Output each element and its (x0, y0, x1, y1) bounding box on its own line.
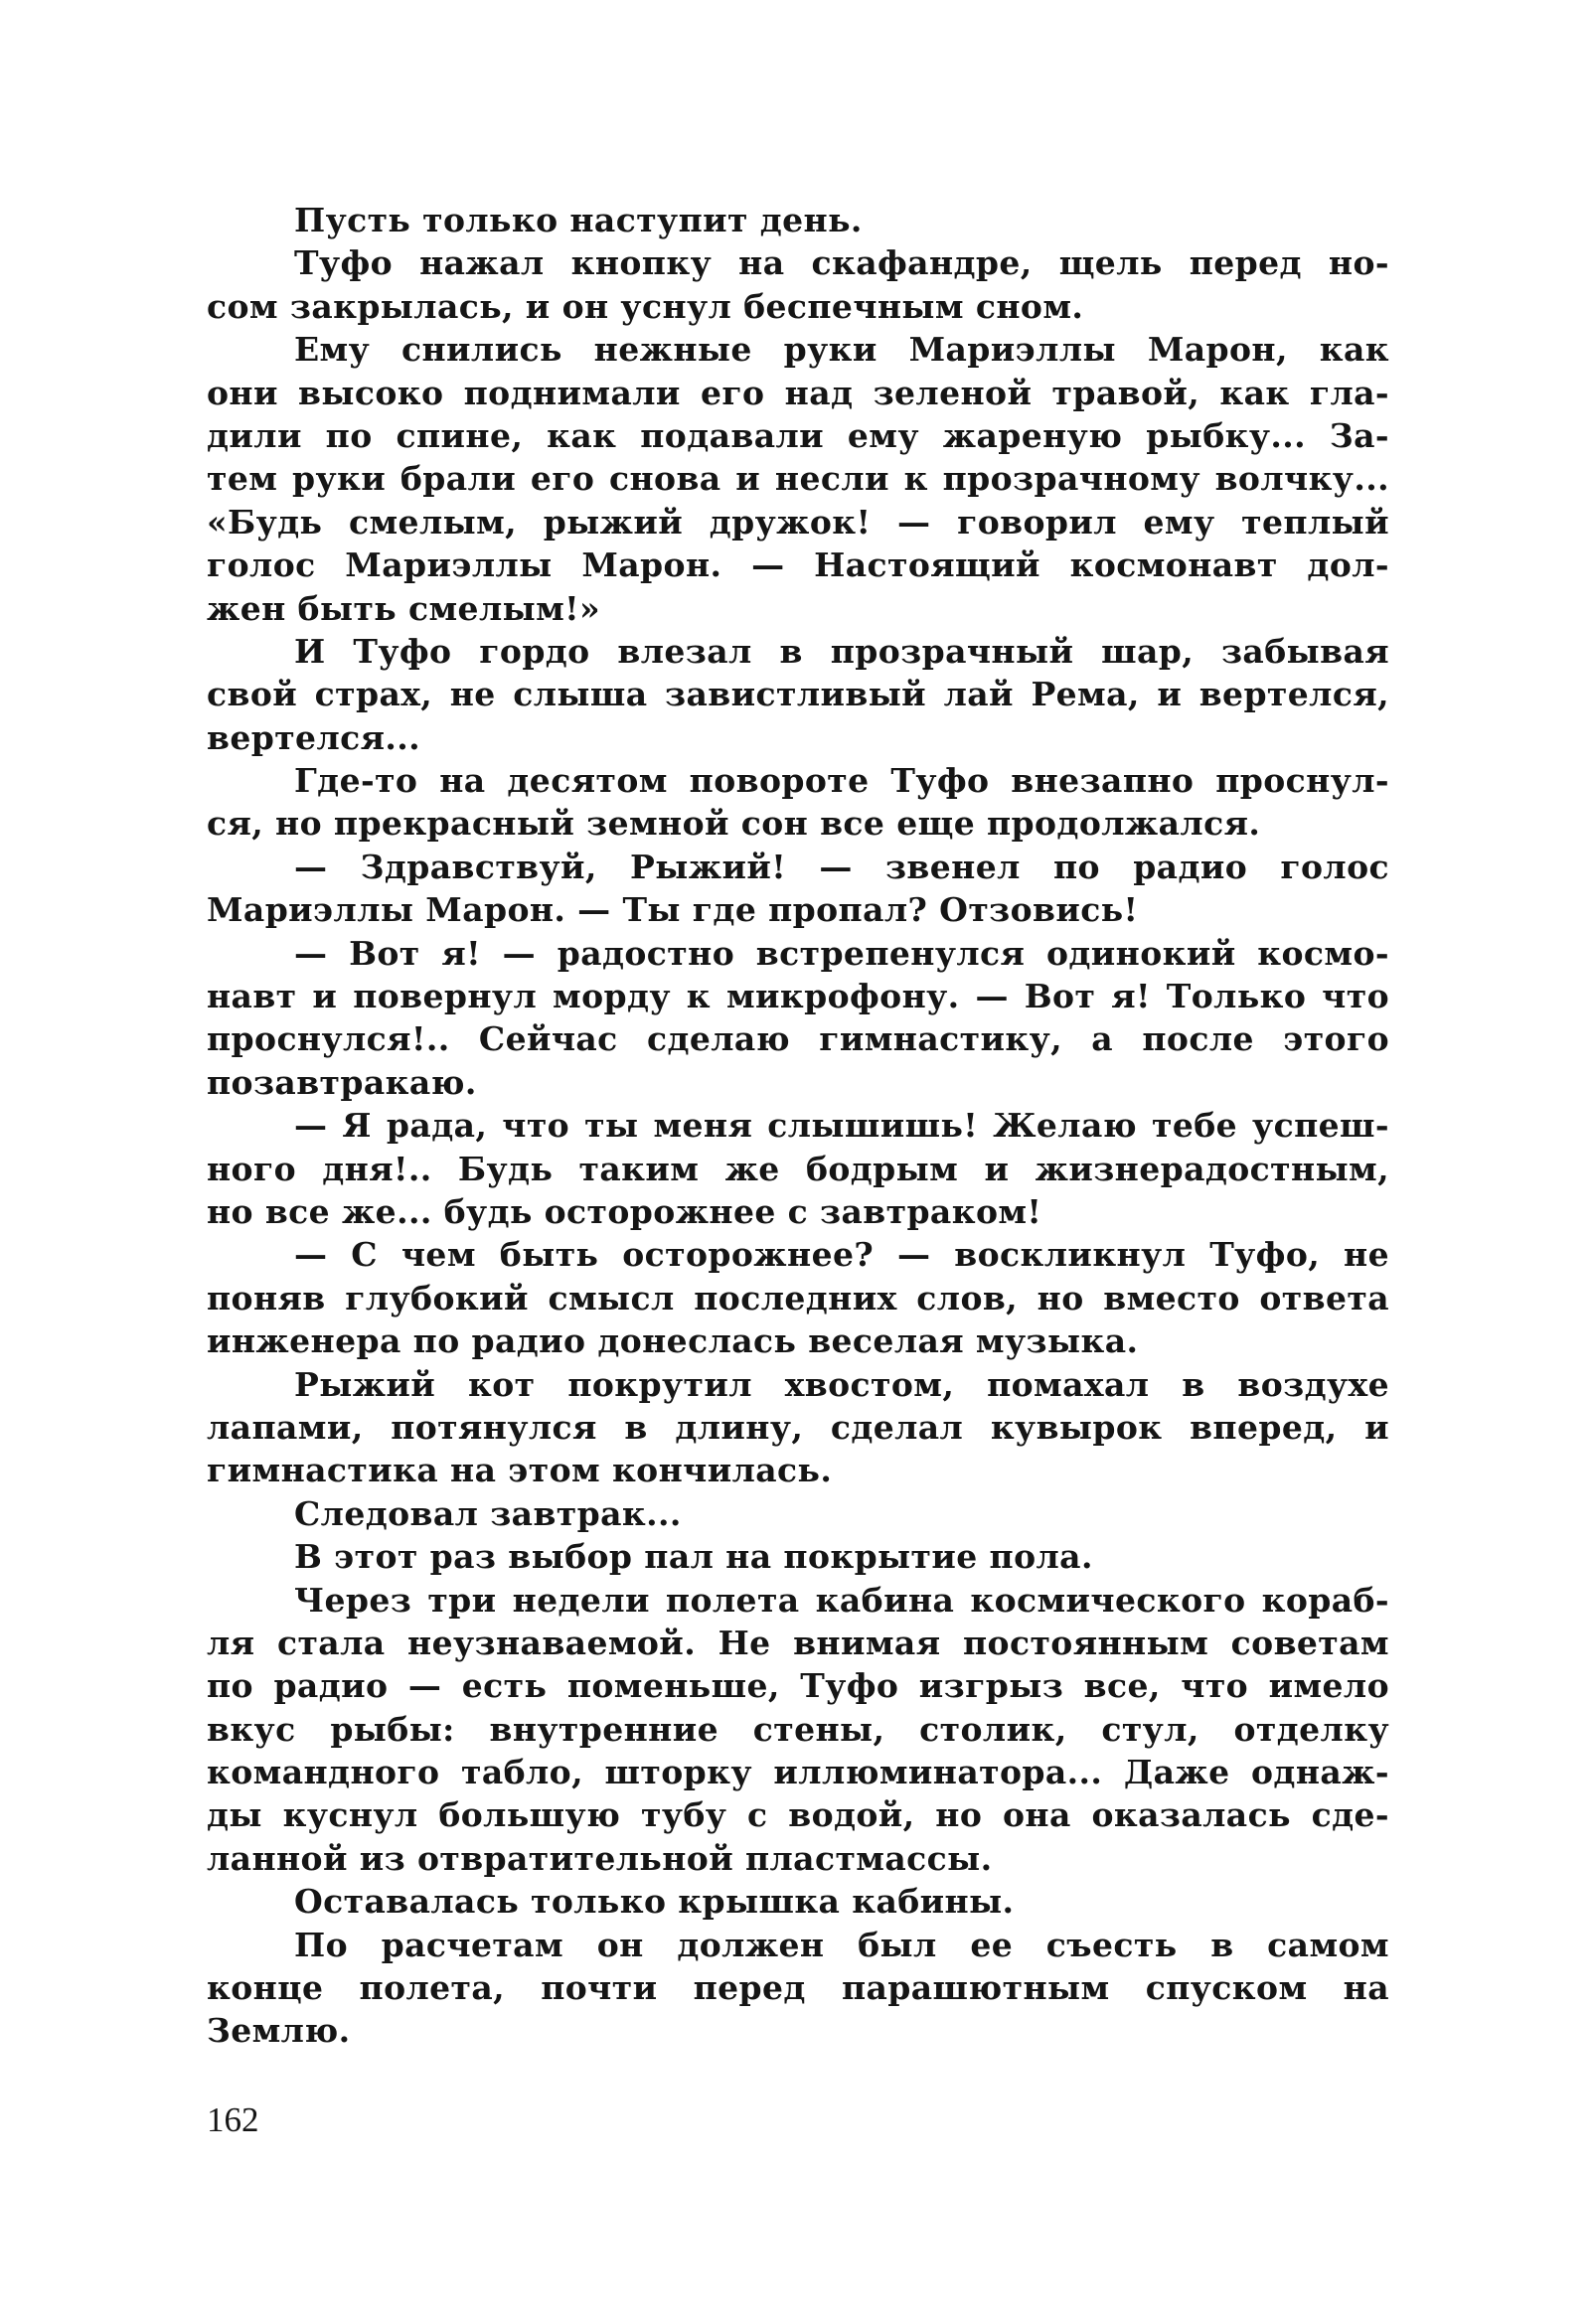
text-line: командного табло, шторку иллюминатора... Даже однаж- (207, 1753, 1389, 1792)
text-line: свой страх, не слыша завистливый лай Рема, и вертелся, (207, 675, 1389, 714)
text-line: ся, но прекрасный земной сон все еще продолжался. (207, 804, 1261, 844)
text-line: инженера по радио донеслась веселая музыка. (207, 1321, 1139, 1361)
text-line: Пусть только наступит день. (294, 201, 863, 239)
text-line: ды куснул большую тубу с водой, но она оказалась сде- (207, 1795, 1389, 1835)
text-line: — Вот я! — радостно встрепенулся одинокий космо- (294, 933, 1389, 973)
text-line: голос Мариэллы Марон. — Настоящий космонавт дол- (207, 545, 1389, 585)
text-line: В этот раз выбор пал на покрытие пола. (294, 1537, 1093, 1577)
text-line: — Я рада, что ты меня слышишь! Желаю тебе успеш- (294, 1106, 1389, 1146)
text-line: Следовал завтрак... (294, 1493, 682, 1533)
text-line: Ему снились нежные руки Мариэллы Марон, как (294, 330, 1389, 370)
text-line: Рыжий кот покрутил хвостом, помахал в воздухе (294, 1364, 1389, 1404)
text-line: проснулся!.. Сейчас сделаю гимнастику, а после этого (207, 1019, 1389, 1059)
body-text (207, 199, 1389, 2053)
text-line: ля стала неузнаваемой. Не внимая постоянным советам (207, 1623, 1389, 1662)
text-line: Землю. (207, 2011, 351, 2051)
text-line: Мариэллы Марон. — Ты где пропал? Отзовись! (207, 890, 1139, 930)
text-line: сом закрылась, и он уснул беспечным сном. (207, 286, 1084, 326)
text-line: поняв глубокий смысл последних слов, но вместо ответа (207, 1278, 1389, 1317)
text-line: вертелся... (207, 717, 421, 757)
text-line: тем руки брали его снова и несли к прозрачному волчку... (207, 459, 1389, 499)
text-line: жен быть смелым!» (207, 588, 601, 628)
text-line: — Здравствуй, Рыжий! — звенел по радио голос (294, 847, 1389, 886)
text-line: ланной из отвратительной пластмассы. (207, 1838, 993, 1878)
text-line: вкус рыбы: внутренние стены, столик, стул, отделку (207, 1709, 1389, 1749)
page-number: 162 (207, 2100, 259, 2139)
text-line: Оставалась только крышка кабины. (294, 1882, 1015, 1922)
text-line: по радио — есть поменьше, Туфо изгрыз все, что имело (207, 1666, 1389, 1706)
text-line: позавтракаю. (207, 1062, 477, 1102)
text-line: По расчетам он должен был ее съесть в самом (294, 1925, 1389, 1964)
text-line: но все же... будь осторожнее с завтраком! (207, 1191, 1042, 1231)
text-line: ного дня!.. Будь таким же бодрым и жизнерадостным, (207, 1149, 1389, 1188)
text-line: гимнастика на этом кончилась. (207, 1451, 833, 1490)
text-line: Через три недели полета кабина космического кораб- (294, 1580, 1389, 1620)
text-line: — С чем быть осторожнее? — воскликнул Туфо, не (294, 1235, 1389, 1275)
text-line: они высоко поднимали его над зеленой травой, как гла- (207, 373, 1389, 412)
text-line: Где-то на десятом повороте Туфо внезапно проснул- (294, 761, 1389, 801)
text-line: лапами, потянулся в длину, сделал кувырок вперед, и (207, 1407, 1389, 1447)
text-line: «Будь смелым, рыжий дружок! — говорил ему теплый (207, 502, 1389, 542)
text-line: Туфо нажал кнопку на скафандре, щель перед но- (294, 243, 1389, 283)
text-line: И Туфо гордо влезал в прозрачный шар, забывая (294, 631, 1389, 671)
text-line: конце полета, почти перед парашютным спуском на (207, 1968, 1389, 2008)
text-line: дили по спине, как подавали ему жареную рыбку... За- (207, 415, 1389, 455)
text-line: навт и повернул морду к микрофону. — Вот я! Только что (207, 977, 1389, 1016)
